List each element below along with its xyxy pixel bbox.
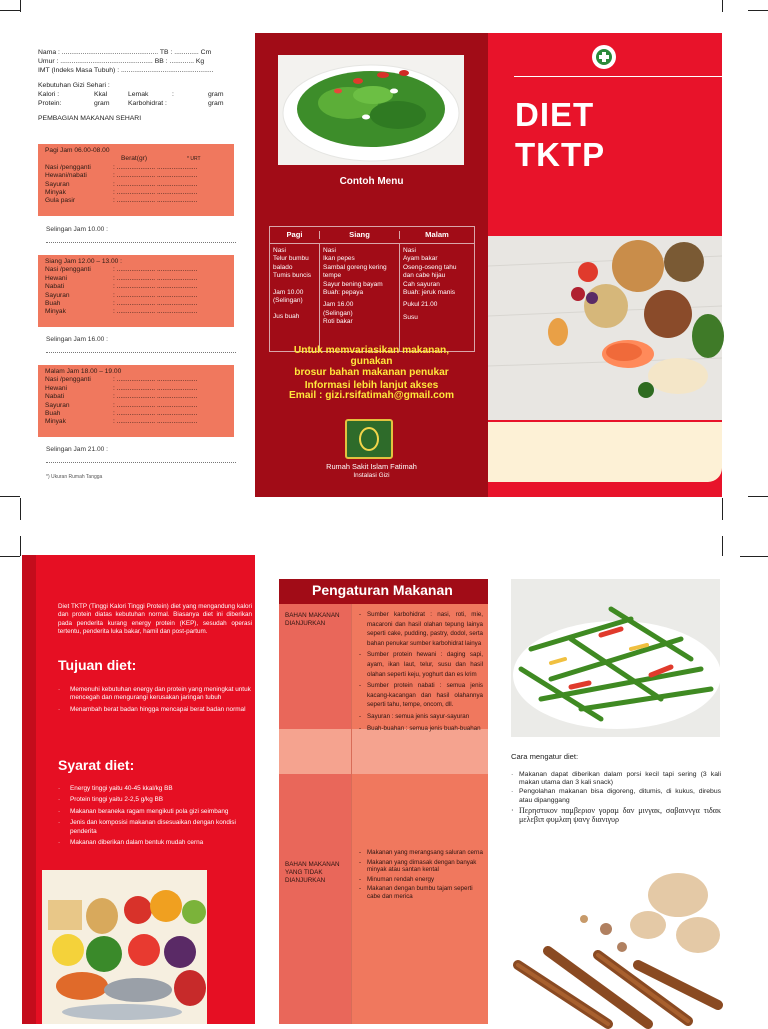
menu-col-pagi: Nasi Telur bumbu balado Tumis buncis Jam 10.00 (Selingan) Jus buah xyxy=(270,244,320,352)
crop-mark xyxy=(0,496,20,497)
meal-row: Sayuran : ..................... ...................... xyxy=(45,180,198,188)
label-tidak-dianjurkan: BAHAN MAKANAN YANG TIDAK DIANJURKAN xyxy=(285,861,340,884)
meal-row: Nasi /pengganti : ..................... ...................... xyxy=(45,266,198,274)
pengaturan-panel xyxy=(279,579,488,1024)
menu-col-siang: Nasi Ikan pepes Sambal goreng kering tempe Sayur bening bayam Buah: pepaya Jam 16.00 (Selingan) Roti bakar xyxy=(320,244,400,352)
crop-mark xyxy=(722,536,723,556)
meal-box-malam xyxy=(38,365,234,437)
crop-mark xyxy=(0,556,20,557)
meal-row: Hewani : ..................... ...................... xyxy=(45,384,198,392)
pengaturan-title: Pengaturan Makanan xyxy=(312,582,453,598)
tujuan-title: Tujuan diet: xyxy=(58,657,137,673)
list-item: · Energy tinggi yaitu 40-45 kkal/kg BB xyxy=(58,785,254,793)
meal-row: Sayuran : ..................... ...................... xyxy=(45,401,198,409)
menu-title: Contoh Menu xyxy=(339,176,404,187)
meal-box-siang xyxy=(38,255,234,327)
cara-list xyxy=(511,771,721,824)
cover-panel xyxy=(488,33,722,497)
promo-line: Informasi lebih lanjut akses xyxy=(304,380,439,391)
kebutuhan-row-kalori: Kalori : Kkal Lemak : gram xyxy=(38,91,224,98)
promo-email: Email : gizi.rsifatimah@gmail.com xyxy=(288,390,455,401)
meal-row: Nabati : ..................... ...................... xyxy=(45,283,198,291)
crop-mark xyxy=(748,10,768,11)
promo-line: gunakan xyxy=(350,356,393,367)
syarat-list xyxy=(58,785,254,850)
healthy-food-image xyxy=(488,236,722,420)
list-item: - Minuman rendah energy xyxy=(359,876,483,884)
promo-line: Untuk memvariasikan makanan, xyxy=(293,345,450,356)
meal-title: Malam Jam 18.00 – 19.00 xyxy=(45,368,122,375)
list-item: · Pengolahan makanan bisa digoreng, ditumis, di kukus, direbus atau dipanggang xyxy=(511,788,721,804)
ministry-health-logo xyxy=(592,45,616,69)
form-line-nama: Nama : ................................................... TB : ............. Cm xyxy=(38,49,212,56)
list-item: · Makanan dapat diberikan dalam porsi kecil tapi sering (3 kali makan utama dan 3 kali snack) xyxy=(511,771,721,787)
pembagian-title: PEMBAGIAN MAKANAN SEHARI xyxy=(38,115,142,122)
kebutuhan-title: Kebutuhan Gizi Sehari : xyxy=(38,82,110,89)
crop-mark xyxy=(20,0,21,12)
meal-row: Hewani/nabati : ..................... ...................... xyxy=(45,172,198,180)
crop-mark xyxy=(20,498,21,520)
cara-section xyxy=(511,752,721,825)
patient-form xyxy=(38,48,238,123)
form-line-imt: IMT (Indeks Masa Tubuh) : ................................................. xyxy=(38,67,214,74)
form-line-umur: Umur : ................................................. BB : ............. Kg xyxy=(38,58,205,65)
list-item: · Memenuhi kebutuhan energy dan protein yang meningkat untuk mencegah dan mengurangi kerusakan jaringan tubuh xyxy=(58,686,254,703)
meal-row: Hewani : ..................... ...................... xyxy=(45,274,198,282)
label-dianjurkan: BAHAN MAKANAN DIANJURKAN xyxy=(285,612,340,627)
list-item: · Makanan diberikan dalam bentuk mudah cerna xyxy=(58,839,254,847)
list-item: - Sumber protein nabati : semua jenis kacang-kacangan dan hasil olahannya seperti tahu, tempe, oncom, dll. xyxy=(359,681,483,710)
meal-row: Nasi /pengganti : ..................... ...................... xyxy=(45,163,198,171)
meal-row: Sayuran : ..................... ...................... xyxy=(45,291,198,299)
cinnamon-spices-image xyxy=(488,855,722,1024)
list-item: · Protein tinggi yaitu 2-2,5 g/kg BB xyxy=(58,796,254,804)
cara-title: Cara mengatur diet: xyxy=(511,752,579,761)
list-item: · Περηστικον παμβεριον γοραμ δαν μινγακ, σαβαιννγα τιδακ μελεβιπ φυμλαη ψανγ διανιγυρ xyxy=(511,806,721,824)
meal-box-pagi xyxy=(38,144,234,216)
crop-mark xyxy=(722,498,723,520)
selingan-21: Selingan Jam 21.00 : xyxy=(46,446,236,463)
meal-row: Minyak : ..................... ...................... xyxy=(45,189,198,197)
list-item: · Jenis dan komposisi makanan disesuaikan dengan kondisi penderita xyxy=(58,819,254,836)
list-item: - Makanan yang dimasak dengan banyak minyak atau santan kental xyxy=(359,859,483,874)
crop-mark xyxy=(20,536,21,556)
meal-row: Nabati : ..................... ...................... xyxy=(45,393,198,401)
meal-title: Siang Jam 12.00 – 13.00 : xyxy=(45,258,122,265)
meal-row: Buah : ..................... ...................... xyxy=(45,300,198,308)
list-item: - Makanan dengan bumbu tajam seperti cabe dan merica xyxy=(359,885,483,900)
spinach-salad-image xyxy=(278,55,464,165)
crop-mark xyxy=(740,556,768,557)
crop-mark xyxy=(722,0,723,12)
list-item: - Sumber karbohidrat : nasi, roti, mie, macaroni dan hasil olahan tepung lainya seperti cake, pudding, pastry, dodol, serta bahan penukar sumber karbohidrat lainya xyxy=(359,610,483,648)
cover-footer-band xyxy=(488,422,722,482)
dianjurkan-list xyxy=(359,610,483,735)
pengaturan-title-bar xyxy=(279,579,488,604)
crop-mark xyxy=(0,10,20,11)
tidak-dianjurkan-list xyxy=(359,849,483,903)
cover-divider xyxy=(514,76,722,77)
fruits-vegetables-image xyxy=(42,870,207,1024)
info-panel xyxy=(22,555,255,1024)
meal-row: Nasi /pengganti : ..................... ...................... xyxy=(45,376,198,384)
meal-title: Pagi Jam 06.00-08.00 xyxy=(45,147,110,154)
list-item: · Makanan beraneka ragam mengikuti pola gizi seimbang xyxy=(58,808,254,816)
kebutuhan-row-protein: Protein: gram Karbohidrat : gram xyxy=(38,100,224,107)
menu-header-pagi: Pagi xyxy=(270,231,320,239)
green-beans-image xyxy=(511,579,720,737)
meal-row: Minyak : ..................... ...................... xyxy=(45,418,198,426)
hospital-logo xyxy=(345,419,393,459)
footnote: *) Ukuran Rumah Tangga xyxy=(46,474,103,480)
list-item: - Sumber protein hewani : daging sapi, ayam, ikan laut, telur, susu dan hasil olahan seperti keju, yoghurt dan es krim xyxy=(359,650,483,679)
crop-mark xyxy=(748,496,768,497)
menu-col-malam: Nasi Ayam bakar Oseng-oseng tahu dan cabe hijau Cah sayuran Buah: jeruk manis Pukul 21.00 Susu xyxy=(403,247,457,321)
selingan-16: Selingan Jam 16.00 : xyxy=(46,336,236,353)
syarat-title: Syarat diet: xyxy=(58,757,135,773)
menu-header-siang: Siang xyxy=(320,231,400,239)
menu-header-malam: Malam xyxy=(425,229,449,239)
meal-row: Gula pasir : ..................... ...................... xyxy=(45,197,198,205)
list-item: - Buah-buahan : semua jenis buah-buahan xyxy=(359,724,483,734)
tujuan-list xyxy=(58,686,254,717)
list-item: - Sayuran : semua jenis sayur-sayuran xyxy=(359,712,483,722)
selingan-10: Selingan Jam 10.00 : xyxy=(46,226,236,243)
intro-text: Diet TKTP (Tinggi Kalori Tinggi Protein) diet yang mengandung kalori dan protein diatas kebutuhan normal. Biasanya diet ini diberikan pada penderita kurang energy protein (KEP), sesudah operasi tertentu, penderita luka bakar, hamil dan post-partum. xyxy=(58,603,252,636)
menu-table xyxy=(269,226,475,352)
hospital-name: Rumah Sakit Islam Fatimah Instalasi Gizi xyxy=(326,462,417,480)
meal-row: Buah : ..................... ...................... xyxy=(45,410,198,418)
promo-line: brosur bahan makanan penukar xyxy=(294,367,449,378)
col-urt: * URT xyxy=(187,156,201,163)
meal-row: Minyak : ..................... ...................... xyxy=(45,308,198,316)
list-item: - Makanan yang merangsang saluran cerna xyxy=(359,849,483,857)
list-item: · Menambah berat badan hingga mencapai berat badan normal xyxy=(58,706,254,714)
cover-title: DIET TKTP xyxy=(515,96,606,173)
col-berat: Berat(gr) xyxy=(121,155,148,163)
